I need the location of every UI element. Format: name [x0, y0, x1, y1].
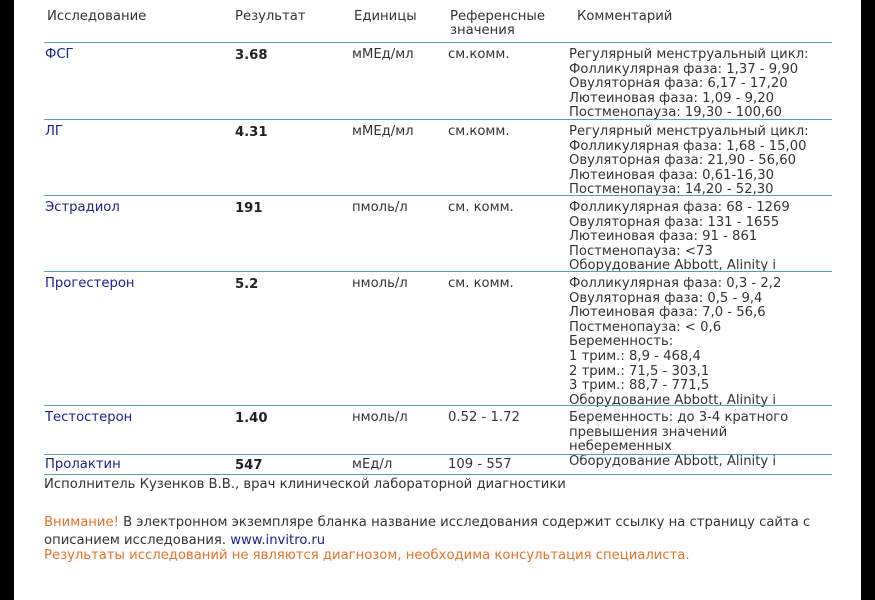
- reference: см.комм.: [448, 47, 510, 62]
- header-reference-line1: Референсные: [450, 9, 545, 24]
- study-link[interactable]: Эстрадиол: [45, 200, 120, 215]
- reference: см. комм.: [448, 276, 514, 291]
- notice-text: В электронном экземпляре бланка название исследования содержит ссылку на страницу сайта с описанием исследования.: [44, 515, 811, 548]
- result-value: 191: [235, 201, 263, 216]
- result-value: 4.31: [235, 125, 268, 140]
- attention-label: Внимание!: [44, 515, 119, 530]
- header-units: Единицы: [354, 9, 417, 24]
- table-row: [14, 272, 861, 406]
- study-name[interactable]: [45, 125, 63, 140]
- study-name[interactable]: [45, 411, 132, 426]
- study-link[interactable]: Тестостерон: [45, 410, 133, 425]
- units: пмоль/л: [352, 200, 408, 215]
- units: нмоль/л: [352, 276, 408, 291]
- study-name[interactable]: [45, 48, 74, 63]
- performer-line: Исполнитель Кузенков В.В., врач клинической лабораторной диагностики: [44, 477, 566, 492]
- lab-results-page: [14, 0, 861, 600]
- table-row: [14, 455, 861, 475]
- units: мЕд/л: [352, 457, 393, 472]
- table-row: [14, 120, 861, 196]
- study-name[interactable]: [45, 458, 121, 473]
- reference: см. комм.: [448, 200, 514, 215]
- disclaimer: Результаты исследований не являются диагнозом, необходима консультация специалиста.: [44, 548, 690, 563]
- study-link[interactable]: ФСГ: [45, 47, 74, 62]
- comment: Регулярный менструальный цикл: Фолликулярная фаза: 1,37 - 9,90 Овуляторная фаза: 6,17 - 17,20 Лютеиновая фаза: 1,09 - 9,20 Постменопауза: 19,30 - 100,60: [569, 47, 809, 121]
- reference: 109 - 557: [448, 457, 512, 472]
- result-value: 3.68: [235, 48, 268, 63]
- study-link[interactable]: ЛГ: [45, 124, 63, 139]
- study-name[interactable]: [45, 201, 120, 216]
- comment: Фолликулярная фаза: 68 - 1269 Овуляторная фаза: 131 - 1655 Лютеиновая фаза: 91 - 861 Постменопауза: <73 Оборудование Abbott, Alinity i: [569, 200, 790, 274]
- units: мМЕд/мл: [352, 124, 414, 139]
- header-comment: Комментарий: [577, 9, 673, 24]
- study-link[interactable]: Пролактин: [45, 457, 121, 472]
- table-row: [14, 196, 861, 272]
- table-row: [14, 43, 861, 120]
- reference: см.комм.: [448, 124, 510, 139]
- row-divider: [44, 474, 832, 475]
- header-reference-line2: значения: [450, 23, 515, 38]
- result-value: 547: [235, 458, 263, 473]
- comment: Фолликулярная фаза: 0,3 - 2,2 Овуляторная фаза: 0,5 - 9,4 Лютеиновая фаза: 7,0 - 56,6 Постменопауза: < 0,6 Беременность: 1 трим.: 8,9 - 468,4 2 трим.: 71,5 - 303,1 3 трим.: 88,7 - 771,5 Оборудование Abbott, Alinity i: [569, 276, 782, 408]
- invitro-link[interactable]: www.invitro.ru: [230, 532, 326, 548]
- result-value: 5.2: [235, 277, 259, 292]
- comment: Регулярный менструальный цикл: Фолликулярная фаза: 1,68 - 15,00 Овуляторная фаза: 21,90 - 56,60 Лютеиновая фаза: 0,61-16,30 Постменопауза: 14,20 - 52,30: [569, 124, 809, 198]
- reference: 0.52 - 1.72: [448, 410, 520, 425]
- result-value: 1.40: [235, 411, 268, 426]
- header-reference: [450, 10, 545, 38]
- units: нмоль/л: [352, 410, 408, 425]
- comment: Беременность: до 3-4 кратного превышения значений небеременных Оборудование Abbott, Alinity i: [569, 410, 789, 469]
- study-link[interactable]: Прогестерон: [45, 276, 135, 291]
- notice-block: [44, 514, 844, 549]
- units: мМЕд/мл: [352, 47, 414, 62]
- study-name[interactable]: [45, 277, 135, 292]
- header-result: Результат: [235, 9, 306, 24]
- header-study: Исследование: [47, 9, 147, 24]
